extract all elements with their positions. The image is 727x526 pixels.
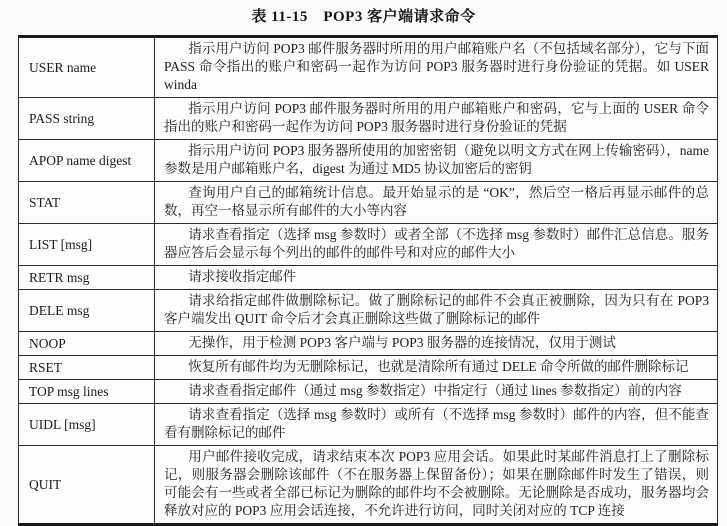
table-row [19,404,718,446]
table-row [19,446,718,525]
table-row [19,37,718,98]
table-row [19,140,718,182]
command-cell: RSET [19,356,155,380]
command-cell: USER name [19,37,155,98]
description-cell: 指示用户访问 POP3 服务器所使用的加密密钥（避免以明文方式在网上传输密码），name 参数是用户邮箱账户名，digest 为通过 MD5 协议加密后的密钥 [155,140,718,182]
command-cell: QUIT [19,446,155,525]
table-row [19,356,718,380]
command-cell: UIDL [msg] [19,404,155,446]
table-row [19,332,718,356]
table-row [19,290,718,332]
command-cell: DELE msg [19,290,155,332]
description-cell: 请求查看指定邮件（通过 msg 参数指定）中指定行（通过 lines 参数指定）前的内容 [155,380,718,404]
table-row [19,224,718,266]
command-cell: STAT [19,182,155,224]
table-row [19,182,718,224]
description-cell: 请求接收指定邮件 [155,266,718,290]
command-cell: NOOP [19,332,155,356]
description-cell: 请求给指定邮件做删除标记。做了删除标记的邮件不会真正被删除，因为只有在 POP3 客户端发出 QUIT 命令后才会真正删除这些做了删除标记的邮件 [155,290,718,332]
command-cell: LIST [msg] [19,224,155,266]
description-cell: 查询用户自己的邮箱统计信息。最开始显示的是 “OK”，然后空一格后再显示邮件的总数，再空一格显示所有邮件的大小等内容 [155,182,718,224]
table-row [19,380,718,404]
description-cell: 指示用户访问 POP3 邮件服务器时所用的用户邮箱账户和密码，它与上面的 USER 命令指出的账户和密码一起作为访问 POP3 服务器时进行身份验证的凭据 [155,98,718,140]
description-cell: 用户邮件接收完成，请求结束本次 POP3 应用会话。如果此时某邮件消息打上了删除标记，则服务器会删除该邮件（不在服务器上保留备份）；如果在删除邮件时发生了错误，则可能会有一些或者全部已标记为删除的邮件均不会被删除。无论删除是否成功，服务器均会释放对应的 POP3 应用会话连接，不允许进行访问，同时关闭对应的 TCP 连接 [155,446,718,525]
command-cell: PASS string [19,98,155,140]
description-cell: 恢复所有邮件均为无删除标记，也就是清除所有通过 DELE 命令所做的邮件删除标记 [155,356,718,380]
description-cell: 请求查看指定（选择 msg 参数时）或所有（不选择 msg 参数时）邮件的内容，但不能查看有删除标记的邮件 [155,404,718,446]
table-row [19,266,718,290]
description-cell: 指示用户访问 POP3 邮件服务器时所用的用户邮箱账户名（不包括域名部分），它与下面 PASS 命令指出的账户和密码一起作为访问 POP3 服务器时进行身份验证的凭据。如 USER winda [155,37,718,98]
description-cell: 请求查看指定（选择 msg 参数时）或者全部（不选择 msg 参数时）邮件汇总信息。服务器应答后会显示每个列出的邮件的邮件号和对应的邮件大小 [155,224,718,266]
table-row [19,98,718,140]
description-cell: 无操作，用于检测 POP3 客户端与 POP3 服务器的连接情况，仅用于测试 [155,332,718,356]
command-cell: RETR msg [19,266,155,290]
table-caption: 表 11-15 POP3 客户端请求命令 [251,9,476,25]
pop3-commands-table [18,35,718,526]
command-cell: TOP msg lines [19,380,155,404]
command-cell: APOP name digest [19,140,155,182]
table-body [19,37,718,525]
